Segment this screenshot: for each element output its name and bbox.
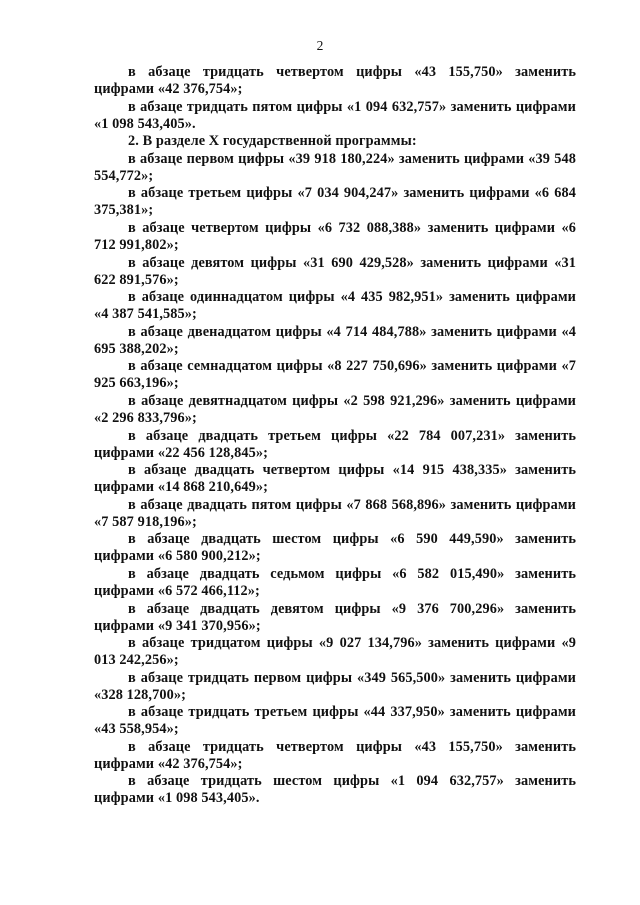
paragraph-item: в абзаце семнадцатом цифры «8 227 750,696» заменить цифрами «7 925 663,196»; — [94, 358, 576, 392]
section-heading: 2. В разделе X государственной программы: — [128, 133, 417, 150]
paragraph-item: в абзаце тридцать третьем цифры «44 337,950» заменить цифрами «43 558,954»; — [94, 704, 576, 738]
paragraph-item: в абзаце двадцать четвертом цифры «14 915 438,335» заменить цифрами «14 868 210,649»; — [94, 462, 576, 496]
page-number: 2 — [316, 38, 324, 53]
paragraph-top-1: в абзаце тридцать четвертом цифры «43 155,750» заменить цифрами «42 376,754»; — [94, 64, 576, 97]
document-body — [94, 64, 576, 807]
paragraph-item: в абзаце третьем цифры «7 034 904,247» заменить цифрами «6 684 375,381»; — [94, 185, 576, 219]
paragraph-item: в абзаце двадцать шестом цифры «6 590 449,590» заменить цифрами «6 580 900,212»; — [94, 531, 576, 565]
paragraph-item: в абзаце четвертом цифры «6 732 088,388» заменить цифрами «6 712 991,802»; — [94, 219, 576, 253]
paragraph-item: в абзаце тридцать первом цифры «349 565,500» заменить цифрами «328 128,700»; — [94, 669, 576, 703]
paragraph-item: в абзаце девятнадцатом цифры «2 598 921,296» заменить цифрами «2 296 833,796»; — [94, 392, 576, 426]
paragraph-item: в абзаце двадцать девятом цифры «9 376 700,296» заменить цифрами «9 341 370,956»; — [94, 600, 576, 634]
paragraph-item: в абзаце двадцать седьмом цифры «6 582 015,490» заменить цифрами «6 572 466,112»; — [94, 565, 576, 599]
paragraph-item: в абзаце двенадцатом цифры «4 714 484,788» заменить цифрами «4 695 388,202»; — [94, 323, 576, 357]
paragraph-item: в абзаце тридцать четвертом цифры «43 155,750» заменить цифрами «42 376,754»; — [94, 738, 576, 772]
paragraph-item: в абзаце двадцать третьем цифры «22 784 007,231» заменить цифрами «22 456 128,845»; — [94, 427, 576, 461]
paragraph-top-2: в абзаце тридцать пятом цифры «1 094 632,757» заменить цифрами «1 098 543,405». — [94, 98, 576, 132]
paragraph-item: в абзаце тридцать шестом цифры «1 094 632,757» заменить цифрами «1 098 543,405». — [94, 773, 576, 807]
paragraph-item: в абзаце девятом цифры «31 690 429,528» заменить цифрами «31 622 891,576»; — [94, 254, 576, 288]
paragraph-item: в абзаце тридцатом цифры «9 027 134,796» заменить цифрами «9 013 242,256»; — [94, 635, 576, 669]
paragraph-item: в абзаце двадцать пятом цифры «7 868 568,896» заменить цифрами «7 587 918,196»; — [94, 496, 576, 530]
paragraph-item: в абзаце первом цифры «39 918 180,224» заменить цифрами «39 548 554,772»; — [94, 150, 576, 184]
paragraph-item: в абзаце одиннадцатом цифры «4 435 982,951» заменить цифрами «4 387 541,585»; — [94, 289, 576, 323]
